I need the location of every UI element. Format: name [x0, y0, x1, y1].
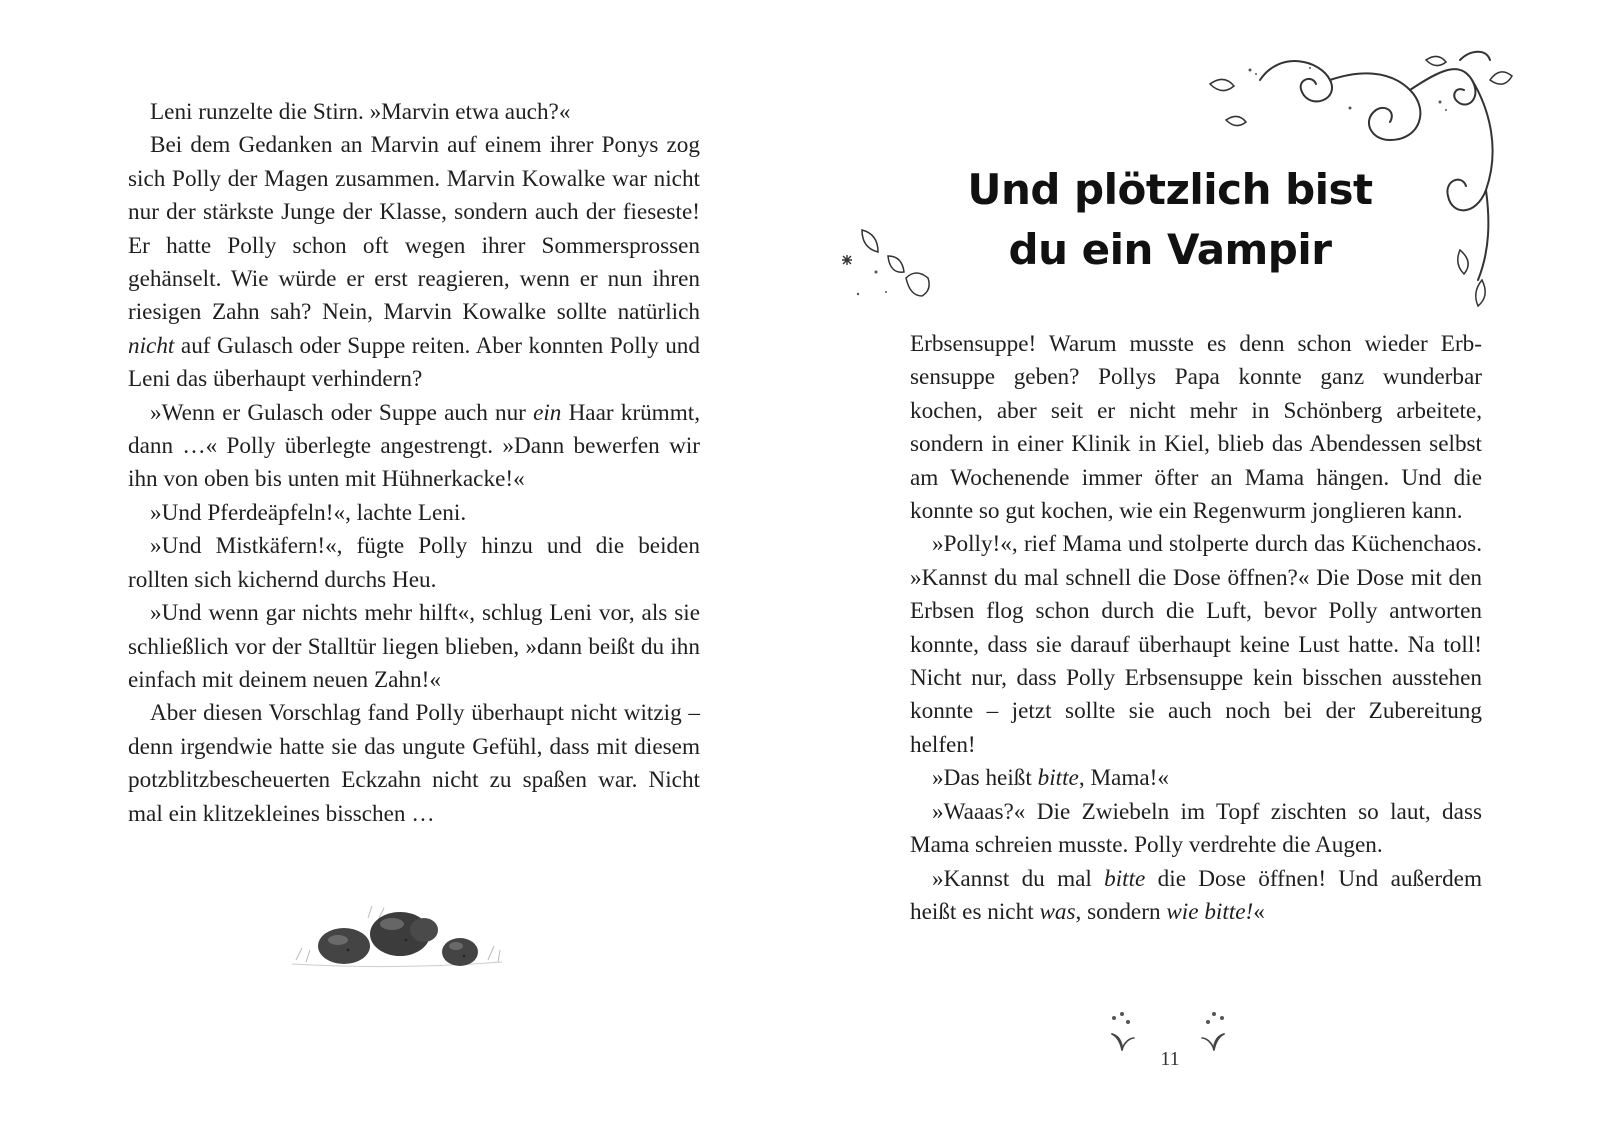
text-run: »Kannst du mal — [932, 865, 1105, 892]
chapter-title — [960, 160, 1380, 280]
left-paragraph — [128, 397, 700, 497]
text-run: »Und Pferdeäpfeln!«, lachte Leni. — [150, 499, 467, 526]
page-number: 11 — [1160, 1048, 1180, 1070]
left-paragraph — [128, 530, 700, 597]
emphasis-text: was — [1039, 898, 1076, 925]
text-run: Aber diesen Vorschlag fand Polly überhaupt nicht witzig – denn irgendwie hatte sie das ungute Gefühl, dass mit diesem potzblitzbescheuerten Eckzahn nicht zu spaßen war. Nicht mal ein klitzekleines bisschen … — [128, 700, 700, 827]
text-run: , Mama!« — [1078, 765, 1169, 792]
text-run: »Und Mistkäfern!«, fügte Polly hinzu und die beiden rollten sich kichernd durchs Heu. — [128, 533, 700, 593]
leaf-ornament — [836, 220, 946, 310]
text-run: die Dose öffnen! Und außerdem heißt es nicht — [910, 865, 1482, 925]
text-run: auf Gulasch oder Suppe reiten. Aber konnten Polly und Leni das überhaupt verhindern? — [128, 332, 700, 393]
chapter-title-line-1: Und plötzlich bist — [967, 165, 1373, 214]
left-paragraph — [128, 597, 700, 697]
text-run: »Waaas?« Die Zwiebeln im Topf zischten so laut, dass Mama schreien musste. Polly verdrehte die Augen. — [910, 798, 1482, 859]
text-run: Leni runzelte die Stirn. »Marvin etwa auch?« — [150, 99, 571, 125]
left-paragraph — [128, 497, 700, 530]
text-run: »Und wenn gar nichts mehr hilft«, schlug Leni vor, als sie schließlich vor der Stalltür liegen blieben, »dann beißt du ihn einfach mit deinem neuen Zahn!« — [128, 600, 700, 693]
right-paragraph — [910, 796, 1482, 863]
right-paragraph — [910, 328, 1482, 528]
right-paragraph — [910, 528, 1482, 762]
right-body-text — [910, 328, 1482, 929]
sprout-icon — [1108, 1010, 1138, 1054]
left-paragraph — [128, 96, 700, 129]
emphasis-text: ein — [533, 399, 562, 426]
text-run: »Wenn er Gulasch oder Suppe auch nur — [150, 399, 534, 426]
emphasis-text: bitte — [1037, 765, 1079, 792]
text-run: « — [1253, 898, 1265, 925]
sprout-icon — [1198, 1010, 1228, 1054]
horse-droppings-illustration — [288, 900, 508, 980]
emphasis-text: wie bitte! — [1166, 898, 1254, 925]
emphasis-text: nicht — [128, 332, 175, 359]
text-run: Erbsensuppe! Warum musste es denn schon wieder Erbsensuppe geben? Pollys Papa konnte ganz wunderbar kochen, aber seit er nicht mehr in Schönberg arbeitete, sondern in einer Klinik in Kiel, blieb das Abendessen selbst am Wochenende immer öfter an Mama hängen. Und die konnte so gut kochen, wie ein Regenwurm jonglieren kann. — [910, 331, 1482, 525]
left-paragraph — [128, 129, 700, 396]
emphasis-text: bitte — [1104, 865, 1146, 892]
left-paragraph — [128, 697, 700, 831]
text-run: »Polly!«, rief Mama und stolperte durch das Küchenchaos. »Kannst du mal schnell die Dose öffnen?« Die Dose mit den Erbsen flog schon durch die Luft, bevor Polly antworten konnte, dass sie darauf überhaupt keine Lust hatte. Na toll! Nicht nur, dass Polly Erbsensuppe kein bisschen ausstehen konnte – jetzt sollte sie auch noch bei der Zubereitung helfen! — [910, 531, 1482, 758]
text-run: Bei dem Gedanken an Marvin auf einem ihrer Ponys zog sich Polly der Magen zusammen. Marvin Kowalke war nicht nur der stärkste Junge der Klasse, sondern auch der fieseste! Er hatte Polly schon oft wegen ihrer Sommersprossen gehänselt. Wie würde er erst reagieren, wenn er nun ihren riesigen Zahn sah? Nein, Marvin Kowalke sollte natürlich — [128, 132, 700, 326]
left-body-text — [128, 96, 700, 831]
right-paragraph — [910, 863, 1482, 930]
right-paragraph — [910, 762, 1482, 795]
right-page — [800, 0, 1600, 1130]
text-run: , sondern — [1075, 898, 1167, 925]
chapter-title-line-2: du ein Vampir — [1008, 225, 1332, 274]
text-run: Haar krümmt, dann …« Polly überlegte angestrengt. »Dann bewerfen wir ihn von oben bis unten mit Hühnerkacke!« — [128, 399, 700, 493]
text-run: »Das heißt — [932, 765, 1038, 792]
